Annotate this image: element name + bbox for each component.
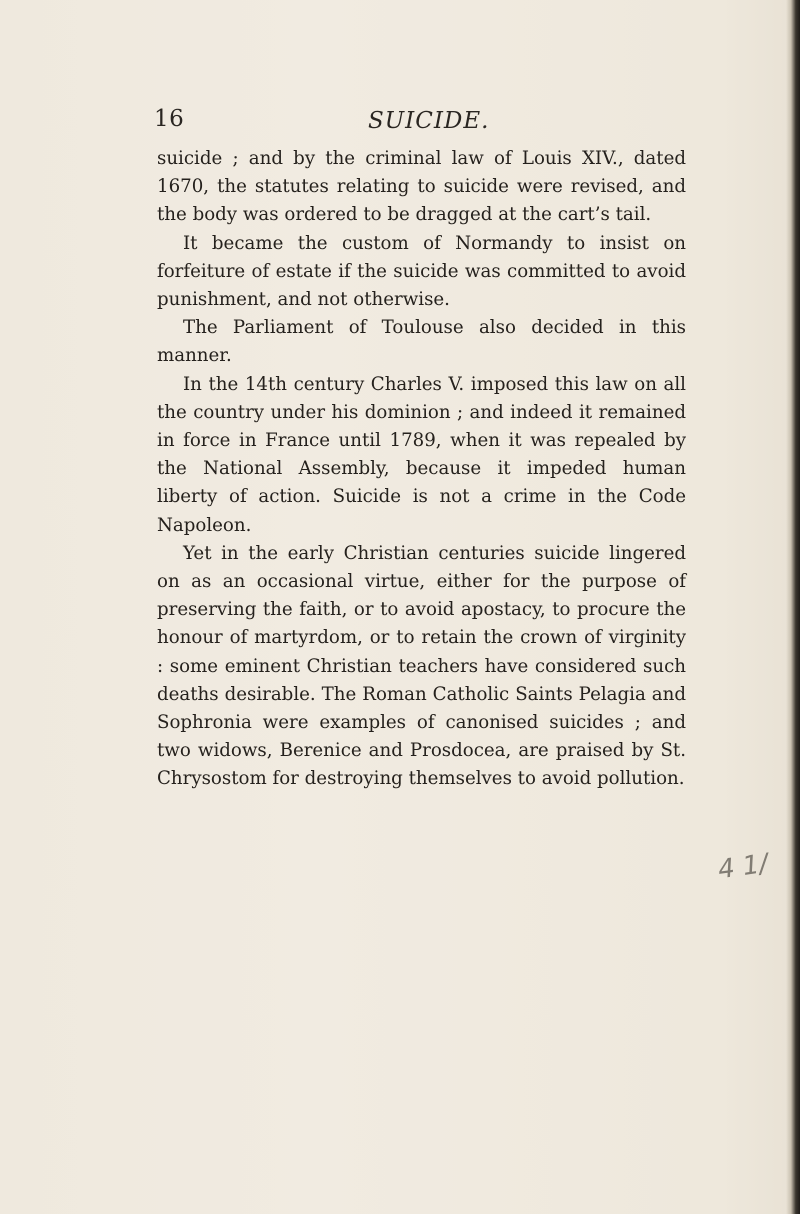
- running-head: SUICIDE.: [368, 108, 490, 134]
- book-gutter-edge: [786, 0, 800, 1214]
- paragraph-3: The Parliament of Toulouse also decided in this manner.: [157, 317, 686, 367]
- page-number: 16: [154, 106, 185, 132]
- body-text: [157, 145, 686, 794]
- pencil-margin-mark: 4 1/: [716, 848, 770, 886]
- paragraph-2: It became the custom of Normandy to insist on forfeiture of estate if the suicide was committed to avoid punishment, and not otherwise.: [157, 232, 686, 311]
- paragraph-1: suicide ; and by the criminal law of Louis XIV., dated 1670, the statutes relating to suicide were revised, and the body was ordered to be dragged at the cart’s tail.: [157, 148, 686, 226]
- paragraph-5: Yet in the early Christian centuries suicide lingered on as an occasional virtue, either for the purpose of preserving the faith, or to avoid apostacy, to procure the honour of martyrdom, or to retain the crown of virginity : some eminent Christian teachers have considered such deaths desirable. The Roman Catholic Saints Pelagia and Sophronia were examples of canonised suicides ; and two widows, Berenice and Prosdocea, are praised by St. Chrysostom for destroying themselves to avoid pollution.: [157, 542, 686, 790]
- paragraph-4: In the 14th century Charles V. imposed this law on all the country under his dominion ; and indeed it remained in force in France until 1789, when it was repealed by the National Assembly, because it impeded human liberty of action. Suicide is not a crime in the Code Napoleon.: [157, 373, 686, 536]
- page-header: [0, 106, 800, 140]
